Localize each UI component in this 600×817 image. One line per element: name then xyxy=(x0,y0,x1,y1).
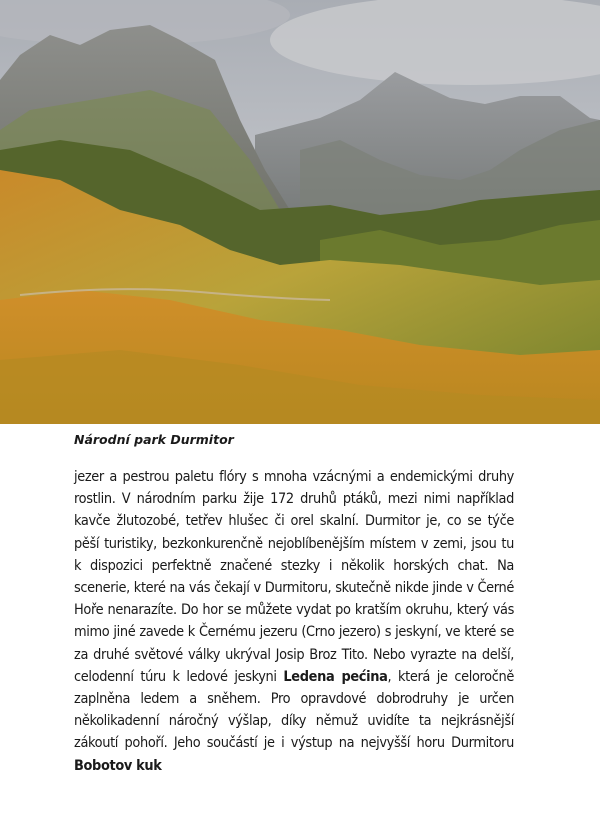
bold-term-bobotov-kuk: Bobotov kuk xyxy=(74,757,162,774)
article-body xyxy=(74,466,514,777)
photo-caption: Národní park Durmitor xyxy=(74,432,234,447)
bold-term-ledena-pecina: Ledena pećina xyxy=(283,668,388,685)
body-text-1: jezer a pestrou paletu flóry s mnoha vzácnými a endemickými druhy rostlin. V národním parku žije 172 druhů ptáků, mezi nimi například kavče žlutozobé, tetřev hlušec či orel skalní. Durmitor je, co se týče pěší turistiky, bezkonkurenčně nejoblíbenějším místem v zemi, jsou tu k dispozici perfektně značené stezky i několik horských chat. Na scenerie, které na vás čekají v Durmitoru, skutečně nikde jinde v Černé Hoře nenarazíte. Do hor se můžete vydat po kratším okruhu, který vás mimo jiné zavede k Černému jezeru (Crno jezero) s jeskyní, ve které se za druhé světové války ukrýval Josip Broz Tito. Nebo vyrazte na delší, celodenní túru k ledové jeskyni xyxy=(74,469,514,685)
body-text-2: , která je celoročně zaplněna ledem a sněhem. Pro opravdové dobrodruhy je určen několikadenní náročný výšlap, díky němuž uvidíte ta nejkrásnější zákoutí pohoří. Jeho součástí je i výstup na nejvyšší horu Durmitoru xyxy=(74,668,514,752)
article-paragraph xyxy=(74,466,514,777)
